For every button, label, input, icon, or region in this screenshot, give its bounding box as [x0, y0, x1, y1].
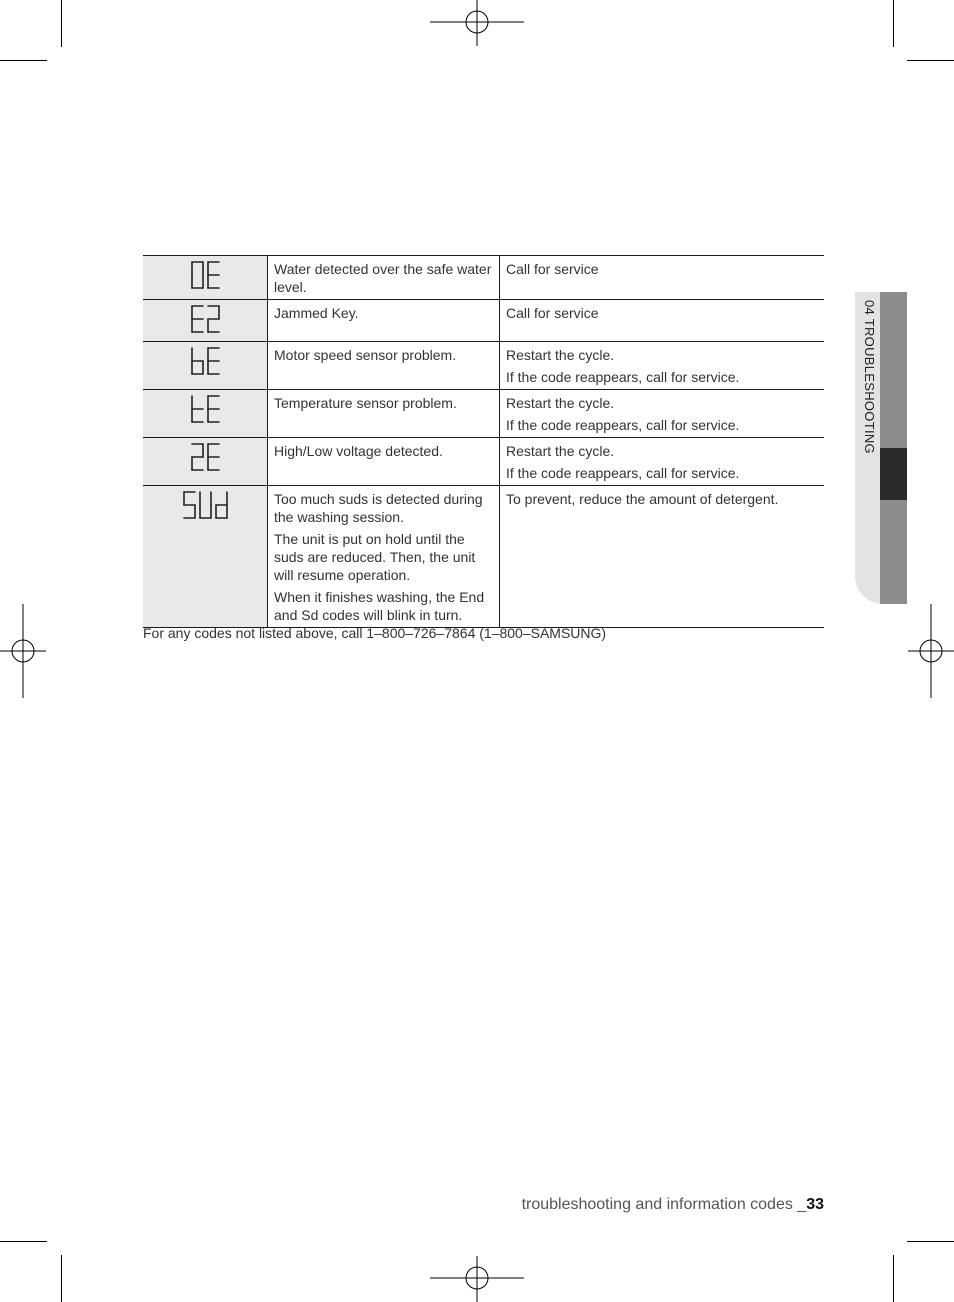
error-code-display-icon: [190, 394, 221, 424]
error-code-rows: [143, 256, 824, 628]
error-code-row: [143, 256, 824, 300]
page-footer: [522, 1196, 824, 1214]
solution-cell: [500, 300, 825, 342]
error-code-row: [143, 438, 824, 486]
error-code-cell: [143, 438, 268, 486]
problem-description: Jammed Key.: [274, 305, 359, 321]
solution-text: Restart the cycle.: [506, 443, 615, 459]
registration-mark-icon: [430, 0, 524, 46]
error-code-display-icon: [182, 490, 229, 520]
solution-cell: [500, 486, 825, 628]
problem-description: Temperature sensor problem.: [274, 395, 457, 411]
problem-description-cell: [268, 342, 500, 390]
crop-mark: [907, 60, 954, 61]
solution-cell: [500, 342, 825, 390]
error-code-table: [143, 255, 824, 628]
crop-mark: [907, 1241, 954, 1242]
error-code-display-icon: [190, 260, 221, 290]
problem-description-cell: [268, 256, 500, 300]
solution-cell: [500, 256, 825, 300]
solution-cell: [500, 390, 825, 438]
solution-text: If the code reappears, call for service.: [506, 369, 740, 385]
solution-text: If the code reappears, call for service.: [506, 465, 740, 481]
crop-mark: [0, 60, 47, 61]
error-code-cell: [143, 390, 268, 438]
error-code-row: [143, 486, 824, 628]
problem-description: The unit is put on hold until the suds are reduced. Then, the unit will resume operation.: [274, 531, 476, 583]
error-code-display-icon: [190, 346, 221, 376]
registration-mark-icon: [0, 604, 46, 698]
solution-cell: [500, 438, 825, 486]
registration-mark-icon: [908, 604, 954, 698]
problem-description: Motor speed sensor problem.: [274, 347, 457, 363]
chapter-tab-marker: [880, 448, 907, 500]
crop-mark: [61, 1255, 62, 1302]
error-code-cell: [143, 342, 268, 390]
solution-text: Call for service: [506, 305, 599, 321]
problem-description: Water detected over the safe water level.: [274, 261, 492, 295]
crop-mark: [61, 0, 62, 47]
error-code-cell: [143, 486, 268, 628]
problem-description-cell: [268, 390, 500, 438]
error-code-display-icon: [190, 442, 221, 472]
footer-section-title: troubleshooting and information codes _: [521, 1196, 807, 1213]
problem-description-cell: [268, 486, 500, 628]
chapter-tab-label: 04 TROUBLESHOOTING: [862, 300, 877, 454]
error-code-row: [143, 342, 824, 390]
footnote: For any codes not listed above, call 1–800–726–7864 (1–800–SAMSUNG): [143, 625, 607, 641]
error-code-row: [143, 300, 824, 342]
crop-mark: [893, 0, 894, 47]
error-code-display-icon: [190, 304, 221, 334]
solution-text: To prevent, reduce the amount of detergent.: [506, 491, 779, 507]
error-code-row: [143, 390, 824, 438]
crop-mark: [0, 1241, 47, 1242]
solution-text: Call for service: [506, 261, 599, 277]
error-code-cell: [143, 300, 268, 342]
problem-description: Too much suds is detected during the washing session.: [274, 491, 483, 525]
crop-mark: [893, 1255, 894, 1302]
problem-description: High/Low voltage detected.: [274, 443, 443, 459]
problem-description-cell: [268, 438, 500, 486]
problem-description: When it finishes washing, the End and Sd codes will blink in turn.: [274, 589, 485, 623]
error-code-cell: [143, 256, 268, 300]
page-number: 33: [806, 1196, 824, 1213]
solution-text: Restart the cycle.: [506, 395, 615, 411]
problem-description-cell: [268, 300, 500, 342]
solution-text: Restart the cycle.: [506, 347, 615, 363]
registration-mark-icon: [430, 1256, 524, 1302]
solution-text: If the code reappears, call for service.: [506, 417, 740, 433]
